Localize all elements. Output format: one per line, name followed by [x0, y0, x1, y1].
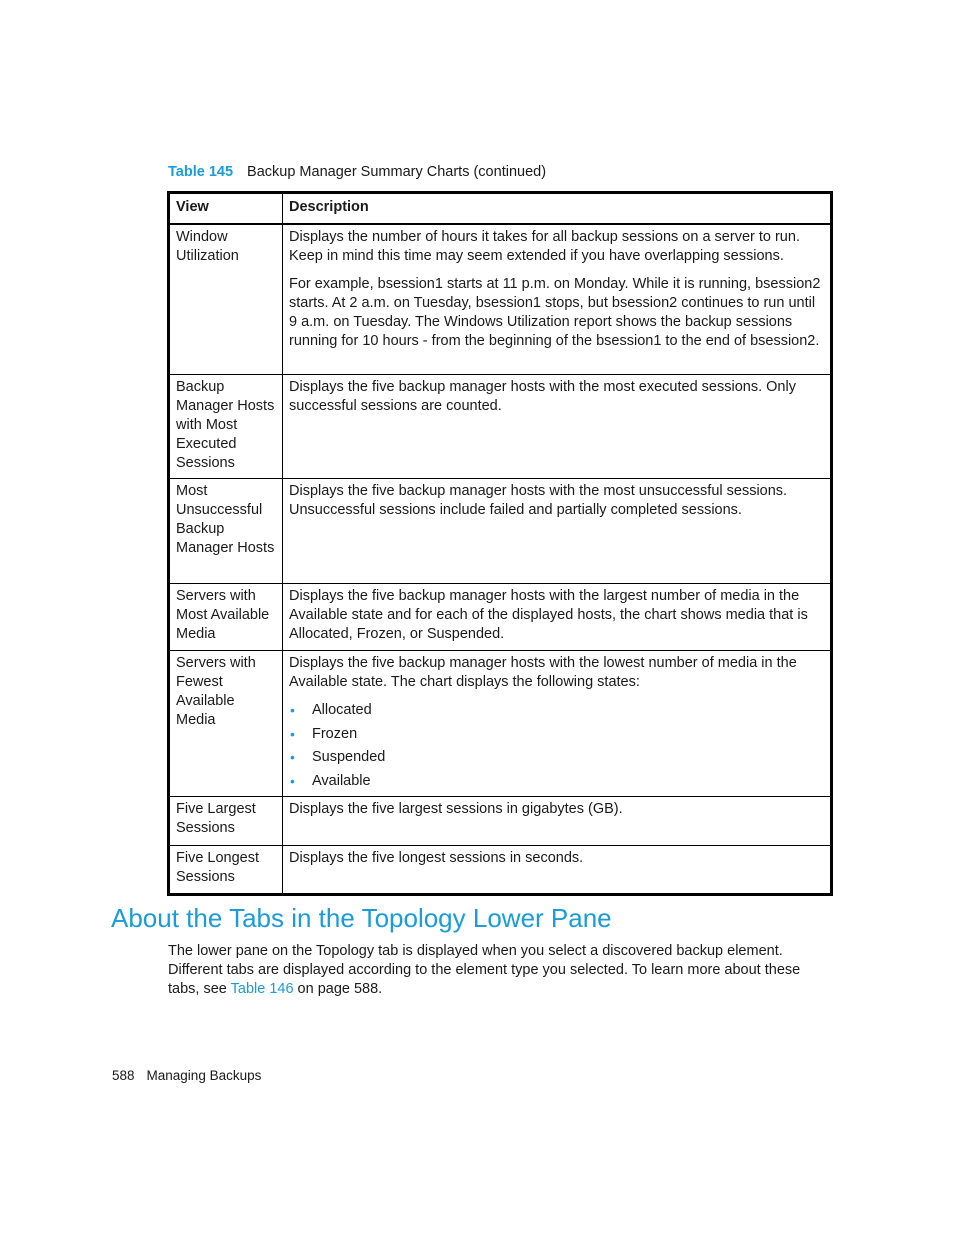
view-cell: Most Unsuccessful Backup Manager Hosts: [169, 479, 283, 584]
list-item-label: Available: [312, 772, 371, 789]
view-cell: Five Largest Sessions: [169, 797, 283, 846]
table-row: [169, 651, 832, 797]
description-cell: [283, 797, 832, 846]
table-caption: [168, 162, 546, 182]
table-row: [169, 846, 832, 895]
table-number-label: Table 145: [168, 164, 234, 180]
list-item-label: Allocated: [312, 702, 372, 718]
list-item: [289, 772, 824, 791]
column-header-description: Description: [283, 193, 832, 225]
list-item-label: Suspended: [312, 749, 386, 765]
table-row: [169, 375, 832, 479]
description-paragraph: Displays the five backup manager hosts with the most unsuccessful sessions. Unsuccessful sessions include failed and partially completed sessions.: [289, 483, 788, 518]
paragraph-text-end: on page 588.: [297, 981, 383, 997]
bullet-icon: •: [290, 702, 295, 718]
chapter-title: Managing Backups: [146, 1068, 262, 1083]
table-146-link[interactable]: Table 146: [230, 981, 294, 997]
column-header-view: View: [169, 193, 283, 225]
list-item: [289, 701, 824, 720]
description-paragraph: Displays the five backup manager hosts with the lowest number of media in the Available state. The chart displays the following states:: [289, 655, 797, 690]
description-paragraph: Displays the five backup manager hosts with the largest number of media in the Available state and for each of the displayed hosts, the chart shows media that is Allocated, Frozen, or Suspended.: [289, 588, 808, 642]
table-row: [169, 797, 832, 846]
description-paragraph: Displays the number of hours it takes for all backup sessions on a server to run. Keep in mind this time may seem extended if you have overlapping sessions.: [289, 229, 800, 264]
section-heading: About the Tabs in the Topology Lower Pane: [111, 903, 612, 933]
description-cell: [283, 584, 832, 651]
view-cell: Servers with Fewest Available Media: [169, 651, 283, 797]
description-cell: [283, 479, 832, 584]
summary-charts-table: [167, 191, 833, 896]
description-cell: [283, 224, 832, 375]
table-row: [169, 224, 832, 375]
table-header-row: [169, 193, 832, 225]
section-paragraph: [168, 942, 834, 999]
description-cell: [283, 375, 832, 479]
view-cell: Backup Manager Hosts with Most Executed Sessions: [169, 375, 283, 479]
bullet-icon: •: [290, 749, 295, 765]
table-row: [169, 479, 832, 584]
list-item: [289, 748, 824, 767]
paragraph-text: The lower pane on the Topology tab is displayed when you select a discovered backup element. Different tabs are displayed according to the element type you selected. To learn more about these tabs, see: [168, 943, 801, 997]
description-cell: [283, 651, 832, 797]
list-item-label: Frozen: [312, 725, 358, 742]
description-paragraph: For example, bsession1 starts at 11 p.m. on Monday. While it is running, bsession2 starts. At 2 a.m. on Tuesday, bsession1 stops, but bsession2 continues to run until 9 a.m. on Tuesday. The Windows Utilization report shows the backup sessions running for 10 hours - from the beginning of the bsession1 to the end of bsession2.: [289, 276, 821, 349]
description-paragraph: Displays the five largest sessions in gigabytes (GB).: [289, 801, 623, 817]
description-paragraph: Displays the five backup manager hosts with the most executed sessions. Only successful sessions are counted.: [289, 379, 796, 414]
page-number: 588: [112, 1068, 135, 1083]
view-cell: Servers with Most Available Media: [169, 584, 283, 651]
view-cell: Window Utilization: [169, 224, 283, 375]
bullet-icon: •: [290, 725, 295, 742]
media-states-list: [289, 701, 824, 791]
table-row: [169, 584, 832, 651]
table-caption-title: Backup Manager Summary Charts (continued): [247, 164, 547, 180]
description-cell: [283, 846, 832, 895]
description-paragraph: Displays the five longest sessions in seconds.: [289, 850, 584, 866]
view-cell: Five Longest Sessions: [169, 846, 283, 895]
page-footer: [112, 1066, 261, 1086]
list-item: [289, 725, 824, 744]
bullet-icon: •: [290, 772, 295, 789]
